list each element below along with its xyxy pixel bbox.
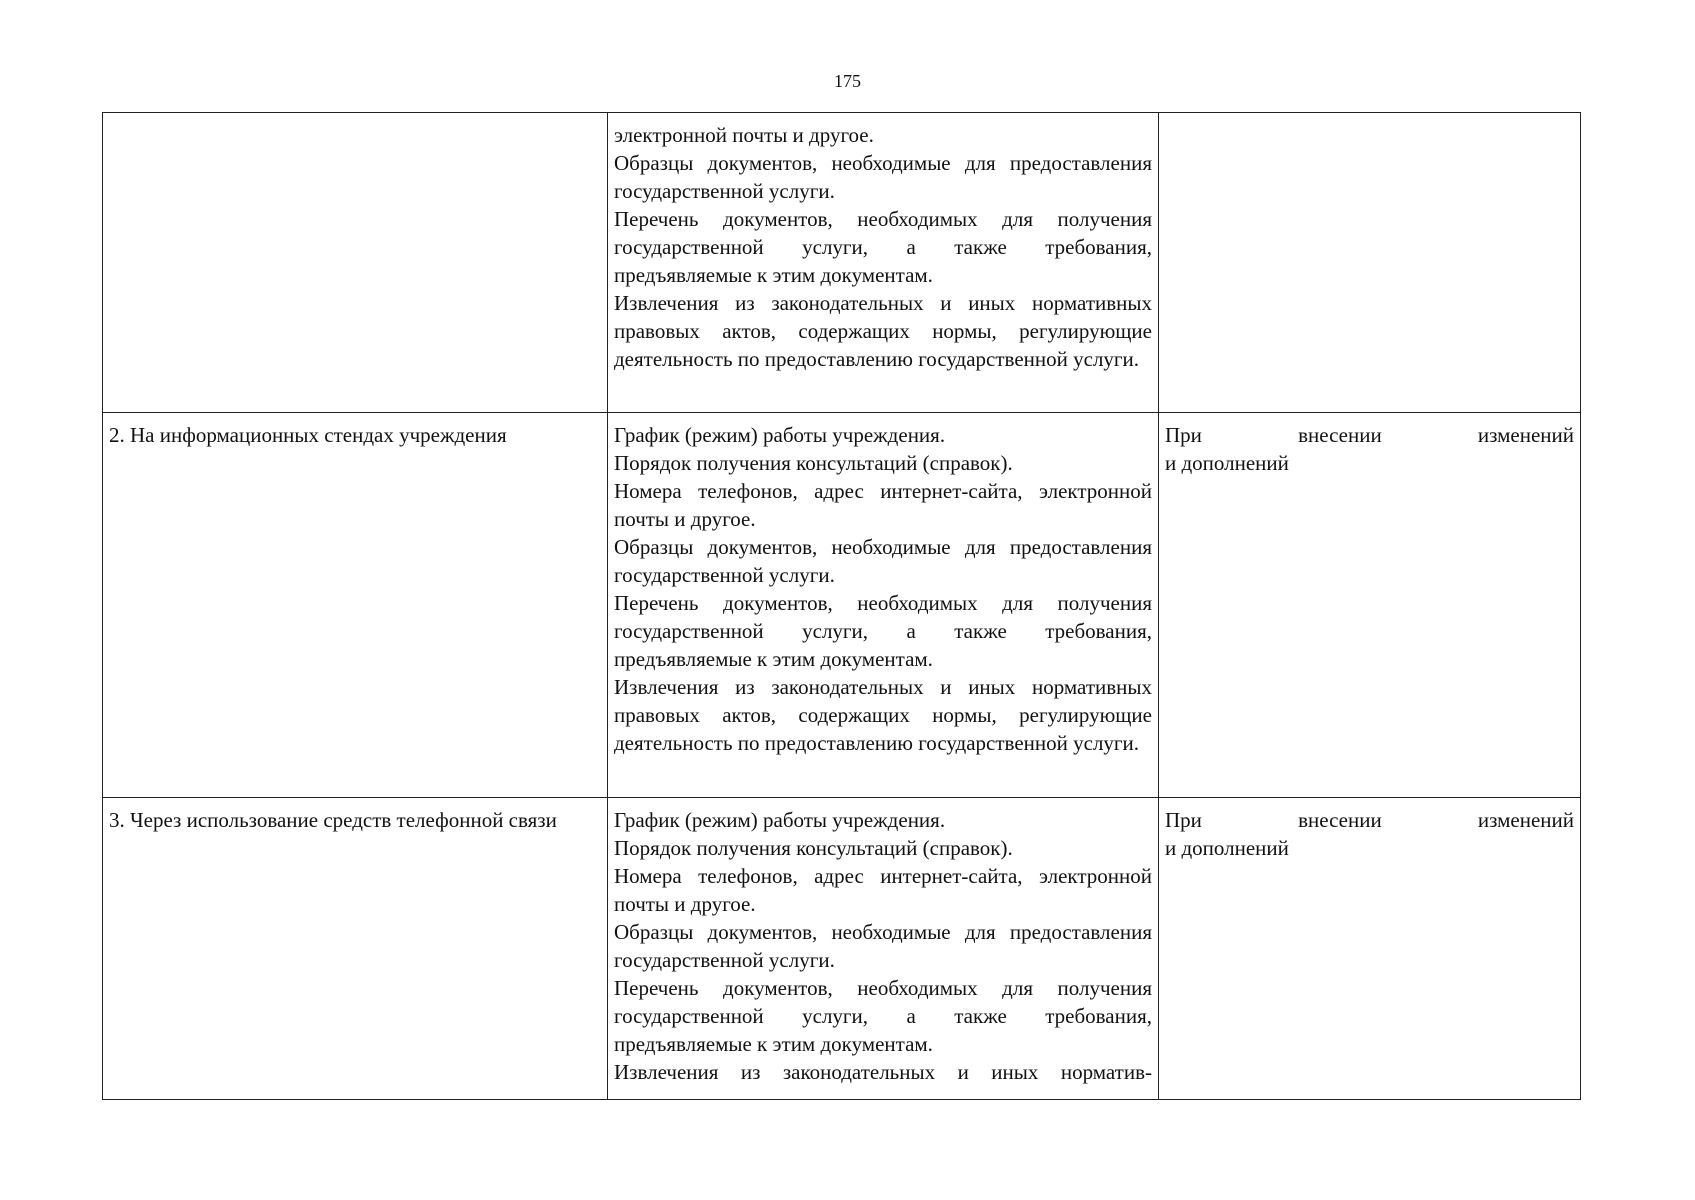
channel-cell (103, 113, 608, 413)
content-line: электронной почты и другое. (614, 123, 874, 147)
content-cell (608, 113, 1159, 413)
period-line: и дополнений (1165, 451, 1289, 475)
channel-cell: 3. Через использование средств телефонной связи (103, 798, 608, 1100)
page-number: 175 (834, 71, 861, 91)
content-line: Образцы документов, необходимые для предоставления государственной услуги. (614, 151, 1152, 203)
content-line: График (режим) работы учреждения. (614, 808, 946, 832)
content-line: Перечень документов, необходимых для получения государственной услуги, а также требования, предъявляемые к этим документам. (614, 591, 1152, 671)
period-cell (1159, 413, 1581, 798)
period-line: При внесении изменений (1165, 423, 1574, 447)
content-line: Образцы документов, необходимые для предоставления государственной услуги. (614, 920, 1152, 972)
content-line: Перечень документов, необходимых для получения государственной услуги, а также требования, предъявляемые к этим документам. (614, 207, 1152, 287)
content-line: Номера телефонов, адрес интернет-сайта, электронной почты и другое. (614, 864, 1152, 916)
content-line: Порядок получения консультаций (справок). (614, 836, 1013, 860)
period-line: При внесении изменений (1165, 808, 1574, 832)
content-line: Номера телефонов, адрес интернет-сайта, электронной почты и другое. (614, 479, 1152, 531)
period-cell (1159, 113, 1581, 413)
period-cell (1159, 798, 1581, 1100)
table-row (103, 113, 1581, 413)
period-line: и дополнений (1165, 836, 1289, 860)
table-row (103, 413, 1581, 798)
content-line: Извлечения из законодательных и иных норматив- (614, 1060, 1152, 1084)
content-line: График (режим) работы учреждения. (614, 423, 946, 447)
information-table (102, 112, 1581, 1100)
content-line: Образцы документов, необходимые для предоставления государственной услуги. (614, 535, 1152, 587)
content-cell (608, 798, 1159, 1100)
table-row (103, 798, 1581, 1100)
content-cell (608, 413, 1159, 798)
content-line: Извлечения из законодательных и иных нормативных правовых актов, содержащих нормы, регулирующие деятельность по предоставлению государственной услуги. (614, 675, 1152, 755)
content-line: Перечень документов, необходимых для получения государственной услуги, а также требования, предъявляемые к этим документам. (614, 976, 1152, 1056)
channel-cell: 2. На информационных стендах учреждения (103, 413, 608, 798)
content-line: Порядок получения консультаций (справок). (614, 451, 1013, 475)
content-line: Извлечения из законодательных и иных нормативных правовых актов, содержащих нормы, регулирующие деятельность по предоставлению государственной услуги. (614, 291, 1152, 371)
